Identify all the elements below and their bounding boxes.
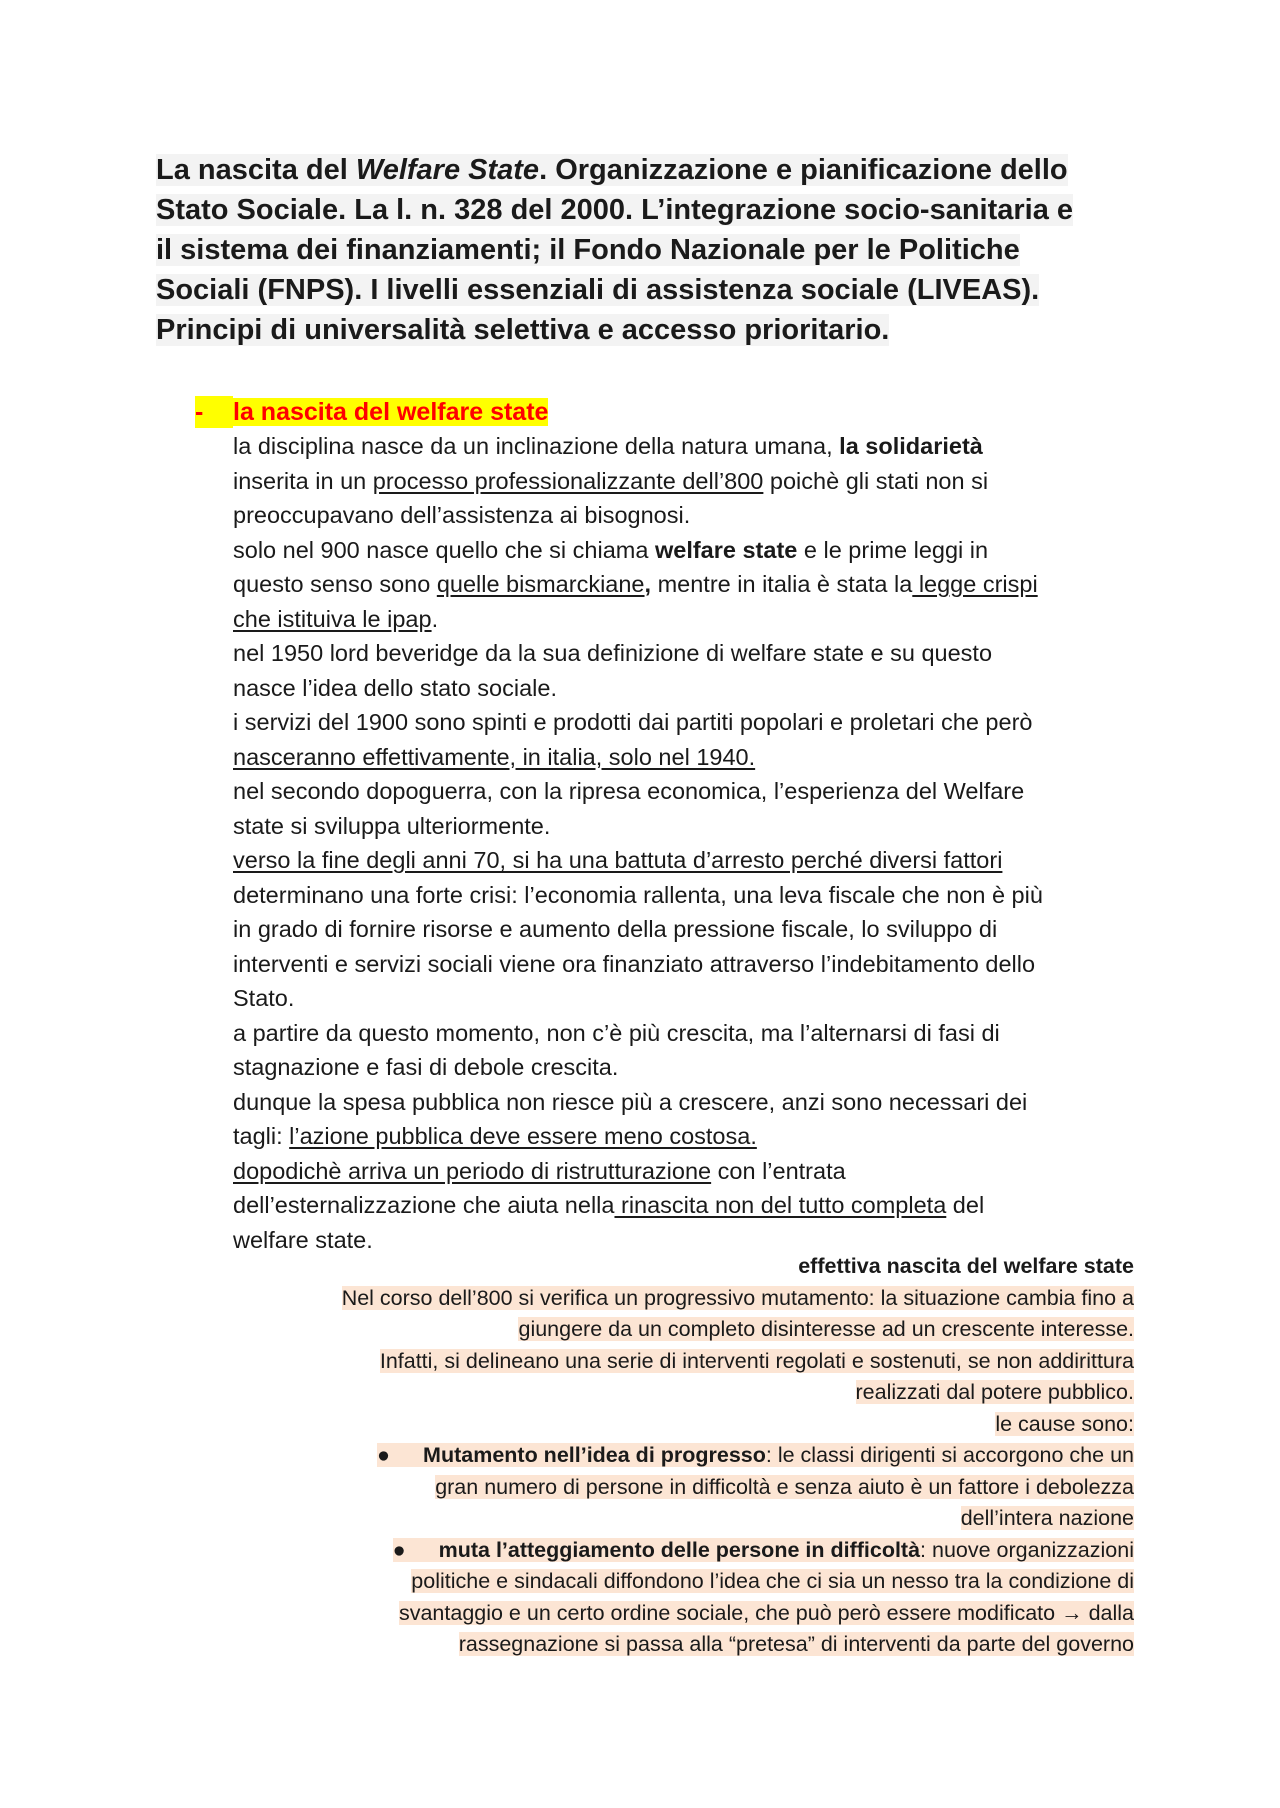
bullet-bold-term: Mutamento nell’idea di progresso [423, 1443, 766, 1467]
body-line: la disciplina nasce da un inclinazione della natura umana, la solidarietà [233, 433, 983, 459]
underlined-text: verso la fine degli anni 70, si ha una battuta d’arresto perché diversi fattori [233, 847, 1003, 873]
body-line: nasce l’idea dello stato sociale. [233, 674, 557, 701]
section-heading-text: la nascita del welfare state [233, 398, 549, 426]
body-paragraph [233, 429, 1133, 1257]
title-italic-welfare-state: Welfare State [355, 154, 540, 186]
highlighted-line: Infatti, si delineano una serie di interventi regolati e sostenuti, se non addirittura [379, 1348, 1134, 1373]
body-line [233, 740, 1133, 775]
bullet-item: ● muta l’atteggiamento delle persone in difficoltà: nuove organizzazioni [234, 1535, 1134, 1567]
body-line: a partire da questo momento, non c’è più crescita, ma l’alternarsi di fasi di [233, 1019, 1000, 1046]
highlighted-line: Nel corso dell’800 si verifica un progressivo mutamento: la situazione cambia fino a [341, 1285, 1134, 1310]
title-line3: il sistema dei finanziamenti; il Fondo Nazionale per le Politiche [156, 234, 1020, 266]
underlined-text: l’azione pubblica deve essere meno costosa. [289, 1123, 757, 1149]
title-line5: Principi di universalità selettiva e accesso prioritario. [156, 314, 890, 346]
highlighted-line: svantaggio e un certo ordine sociale, che può però essere modificato → dalla [398, 1600, 1134, 1625]
highlighted-line: le cause sono: [995, 1411, 1134, 1436]
bold-welfare-state: welfare state [654, 536, 798, 563]
body-line: dopodichè arriva un periodo di ristrutturazione con l’entrata [233, 1157, 846, 1184]
body-line: stagnazione e fasi di debole crescita. [233, 1054, 619, 1080]
highlighted-line: realizzati dal potere pubblico. [855, 1380, 1134, 1404]
body-line: che istituiva le ipap. [233, 605, 439, 632]
body-line: inserita in un processo professionalizzante dell’800 poichè gli stati non si [233, 467, 989, 494]
highlighted-line: rassegnazione si passa alla “pretesa” di interventi da parte del governo [458, 1632, 1134, 1656]
effective-birth-section [234, 1251, 1134, 1661]
body-line: nel secondo dopoguerra, con la ripresa economica, l’esperienza del Welfare [233, 778, 1025, 804]
underlined-text: quelle bismarckiane [436, 571, 645, 597]
body-line: dell’esternalizzazione che aiuta nella rinascita non del tutto completa del [233, 1192, 985, 1218]
title-line1-a: La nascita del [156, 154, 356, 186]
body-line [233, 843, 1133, 878]
body-line: in grado di fornire risorse e aumento della pressione fiscale, lo sviluppo di [233, 916, 998, 942]
highlighted-line: giungere da un completo disinteresse ad un crescente interesse. [518, 1317, 1134, 1341]
body-line: i servizi del 1900 sono spinti e prodotti dai partiti popolari e proletari che però [233, 709, 1033, 735]
underlined-text: processo professionalizzante dell’800 [372, 467, 764, 494]
body-line: tagli: l’azione pubblica deve essere meno costosa. [233, 1123, 757, 1149]
document-title [156, 150, 1116, 350]
bullet-bold-term: muta l’atteggiamento delle persone in difficoltà [438, 1537, 921, 1562]
body-line: state si sviluppa ulteriormente. [233, 812, 551, 839]
body-line: nel 1950 lord beveridge da la sua definizione di welfare state e su questo [233, 640, 993, 666]
body-line: determinano una forte crisi: l’economia rallenta, una leva fiscale che non è più [233, 881, 1043, 908]
bullet-icon: ● [392, 1537, 406, 1562]
highlighted-line: politiche e sindacali diffondono l’idea che ci sia un nesso tra la condizione di [411, 1569, 1134, 1593]
body-line: interventi e servizi sociali viene ora finanziato attraverso l’indebitamento dello [233, 950, 1036, 977]
bullet-item: ● Mutamento nell’idea di progresso: le classi dirigenti si accorgono che un [234, 1440, 1134, 1472]
body-line: dunque la spesa pubblica non riesce più a crescere, anzi sono necessari dei [233, 1088, 1028, 1115]
underlined-text: nasceranno effettivamente, in italia, solo nel 1940. [233, 743, 756, 770]
bold-solidarieta: la solidarietà [839, 433, 983, 459]
body-line: preoccupavano dell’assistenza ai bisognosi. [233, 502, 691, 528]
underlined-text: legge crispi [912, 571, 1038, 597]
underlined-text: che istituiva le ipap [233, 605, 432, 632]
title-line4: Sociali (FNPS). I livelli essenziali di assistenza sociale (LIVEAS). [156, 274, 1040, 306]
body-line: welfare state. [233, 1226, 373, 1253]
body-line: Stato. [233, 985, 295, 1011]
underlined-text: dopodichè arriva un periodo di ristrutturazione [233, 1157, 712, 1184]
bullet-icon: ● [377, 1443, 391, 1467]
underlined-text: rinascita non del tutto completa [614, 1192, 947, 1218]
section-heading [195, 396, 548, 428]
body-line: questo senso sono quelle bismarckiane, mentre in italia è stata la legge crispi [233, 571, 1038, 597]
highlighted-line: gran numero di persone in difficoltà e senza aiuto è un fattore i debolezza [435, 1474, 1134, 1499]
highlighted-line: dell’intera nazione [960, 1506, 1134, 1530]
list-dash: - [195, 396, 233, 428]
body-line: solo nel 900 nasce quello che si chiama welfare state e le prime leggi in [233, 536, 989, 563]
title-line2: Stato Sociale. La l. n. 328 del 2000. L’integrazione socio-sanitaria e [156, 194, 1074, 226]
title-line1-b: . Organizzazione e pianificazione dello [539, 154, 1068, 186]
subsection-title: effettiva nascita del welfare state [798, 1254, 1134, 1278]
